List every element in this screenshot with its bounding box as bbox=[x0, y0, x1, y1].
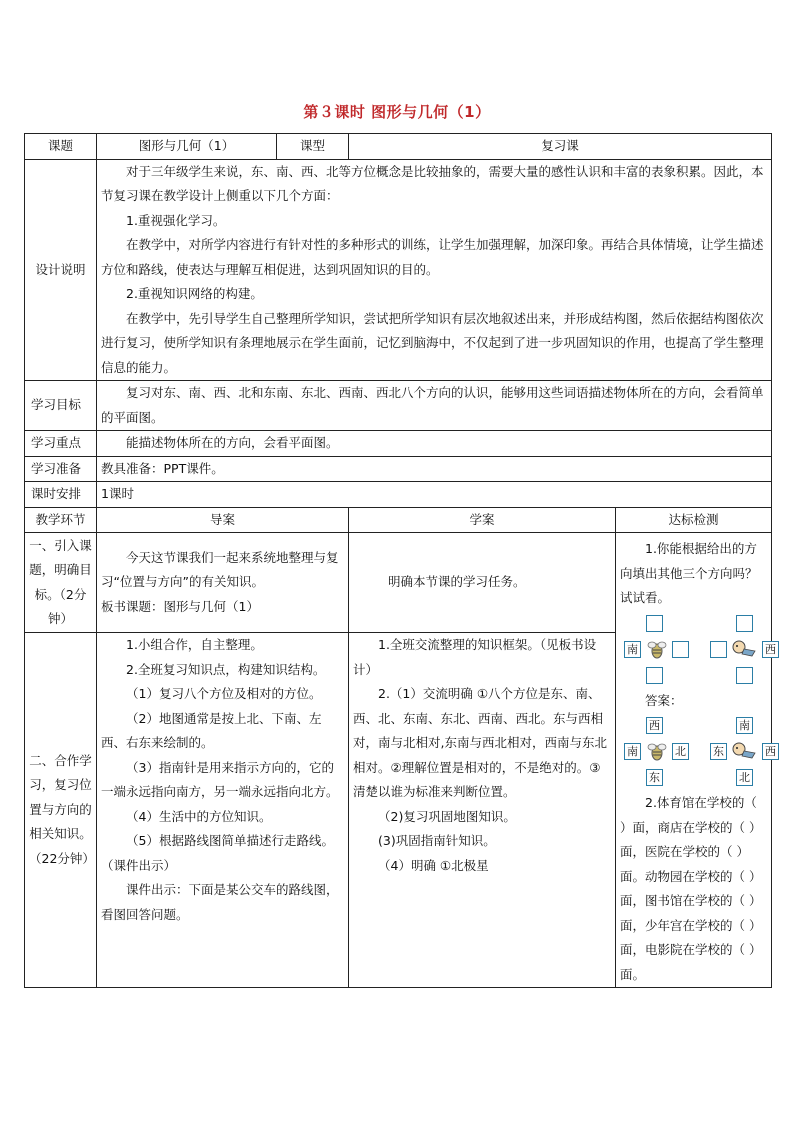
goal-text: 复习对东、南、西、北和东南、东北、西南、西北八个方向的认识，能够用这些词语描述物体所在的方向，会看简单的平面图。 bbox=[101, 385, 764, 425]
prep-label: 学习准备 bbox=[25, 456, 97, 482]
bee-icon bbox=[647, 740, 667, 771]
col-guide: 导案 bbox=[97, 507, 349, 533]
guide-text: （1）复习八个方位及相对的方位。 bbox=[126, 686, 322, 701]
blank-box bbox=[736, 667, 753, 684]
study-text: 1.全班交流整理的知识框架。（见板书设计） bbox=[353, 637, 597, 677]
fig-right-label: 西 bbox=[762, 641, 779, 658]
stage-1-study bbox=[349, 533, 616, 633]
design-content bbox=[97, 159, 772, 381]
design-label: 设计说明 bbox=[25, 159, 97, 381]
guide-text: （3）指南针是用来指示方向的，它的一端永远指向南方，另一端永远指向北方。 bbox=[101, 759, 339, 799]
schedule-row bbox=[25, 482, 772, 508]
type-value: 复习课 bbox=[349, 134, 772, 160]
col-study: 学案 bbox=[349, 507, 616, 533]
answer-figure bbox=[620, 715, 776, 789]
guide-text: 课件出示：下面是某公交车的路线图，看图回答问题。 bbox=[101, 882, 339, 922]
focus-text: 能描述物体所在的方向，会看平面图。 bbox=[126, 435, 339, 450]
col-stage: 教学环节 bbox=[25, 507, 97, 533]
blank-box bbox=[710, 641, 727, 658]
study-text: (3)巩固指南针知识。 bbox=[378, 833, 496, 848]
stage-2-guide bbox=[97, 633, 349, 988]
design-paragraph: 在教学中，先引导学生自己整理所学知识，尝试把所学知识有层次地叙述出来，并形成结构图，然后依据结构图依次进行复习，使所学知识有条理地展示在学生面前，记忆到脑海中，不仅起到了进一步巩固知识的作用，也提高了学生整理信息的能力。 bbox=[101, 310, 764, 375]
ans-right-right: 西 bbox=[762, 743, 779, 760]
design-paragraph: 1.重视强化学习。 bbox=[126, 212, 226, 228]
study-text: （4）明确 ①北极星 bbox=[378, 857, 489, 873]
ans-left-left: 南 bbox=[624, 743, 641, 760]
header-row bbox=[25, 134, 772, 160]
ans-right-left: 东 bbox=[710, 743, 727, 760]
guide-text: 今天这节课我们一起来系统地整理与复习“位置与方向”的有关知识。 bbox=[101, 549, 339, 590]
goal-row bbox=[25, 381, 772, 431]
guide-text: （5）根据路线图简单描述行走路线。（课件出示） bbox=[101, 833, 334, 873]
design-paragraph: 在教学中，对所学内容进行有针对性的多种形式的训练，让学生加强理解，加深印象。再结合具体情境，让学生描述方位和路线，使表达与理解互相促进，达到巩固知识的目的。 bbox=[101, 237, 764, 277]
col-check: 达标检测 bbox=[616, 507, 772, 533]
blank-box bbox=[646, 615, 663, 632]
prep-text: 教具准备：PPT课件。 bbox=[97, 456, 772, 482]
focus-content bbox=[97, 431, 772, 457]
ans-right-top: 南 bbox=[736, 717, 753, 734]
kid-icon bbox=[732, 741, 756, 770]
goal-label: 学习目标 bbox=[25, 381, 97, 431]
page-title: 第３课时 图形与几何（1） bbox=[303, 103, 491, 121]
schedule-text: 1课时 bbox=[97, 482, 772, 508]
stage-2-label: 二、合作学习，复习位置与方向的相关知识。（22分钟） bbox=[25, 633, 97, 988]
focus-label: 学习重点 bbox=[25, 431, 97, 457]
blank-box bbox=[646, 667, 663, 684]
study-text: （2)复习巩固地图知识。 bbox=[378, 808, 516, 824]
check-q2: 2.体育馆在学校的（ ）面，商店在学校的（ ）面，医院在学校的（ ）面。动物园在学校的（ ）面，图书馆在学校的（ ）面，少年宫在学校的（ ）面，电影院在学校的（ ）面。 bbox=[620, 795, 762, 982]
stage-row-1 bbox=[25, 533, 772, 633]
stage-1-guide bbox=[97, 533, 349, 633]
ans-left-right: 北 bbox=[672, 743, 689, 760]
design-paragraph: 2.重视知识网络的构建。 bbox=[126, 286, 263, 301]
lesson-plan-table bbox=[24, 133, 776, 988]
stage-1-label: 一、引入课题，明确目标。（2分钟） bbox=[25, 533, 97, 633]
design-row bbox=[25, 159, 772, 381]
schedule-label: 课时安排 bbox=[25, 482, 97, 508]
study-text: 明确本节课的学习任务。 bbox=[388, 574, 526, 590]
guide-text: 2.全班复习知识点，构建知识结构。 bbox=[126, 661, 326, 677]
study-text: 2.（1）交流明确 ①八个方位是东、南、西、北、东南、东北、西南、西北。东与西相对，南与北相对,东南与西北相对，西南与东北相对。②理解位置是相对的，不是绝对的。③清楚以谁为标准来判断位置。 bbox=[353, 686, 607, 799]
blank-box bbox=[672, 641, 689, 658]
goal-content bbox=[97, 381, 772, 431]
fig-left-label: 南 bbox=[624, 641, 641, 658]
blank-box bbox=[736, 615, 753, 632]
ans-left-bottom: 东 bbox=[646, 769, 663, 786]
check-cell bbox=[616, 533, 776, 988]
guide-text: （4）生活中的方位知识。 bbox=[126, 808, 272, 824]
guide-text: （2）地图通常是按上北、下南、左西、右东来绘制的。 bbox=[101, 710, 322, 750]
topic-value: 图形与几何（1） bbox=[97, 134, 277, 160]
column-header-row bbox=[25, 507, 772, 533]
focus-row bbox=[25, 431, 772, 457]
type-label: 课型 bbox=[277, 134, 349, 160]
bee-icon bbox=[647, 638, 667, 669]
question-figure bbox=[620, 613, 776, 687]
guide-text: 1.小组合作，自主整理。 bbox=[126, 637, 263, 652]
check-q1: 1.你能根据给出的方向填出其他三个方向吗？试试看。 bbox=[620, 541, 758, 605]
prep-row bbox=[25, 456, 772, 482]
topic-label: 课题 bbox=[25, 134, 97, 160]
answer-label: 答案： bbox=[645, 692, 683, 708]
kid-icon bbox=[732, 639, 756, 668]
ans-right-bottom: 北 bbox=[736, 769, 753, 786]
stage-2-study bbox=[349, 633, 616, 988]
design-paragraph: 对于三年级学生来说，东、南、西、北等方位概念是比较抽象的，需要大量的感性认识和丰富的表象积累。因此，本节复习课在教学设计上侧重以下几个方面： bbox=[101, 163, 764, 203]
guide-text: 板书课题：图形与几何（1） bbox=[101, 598, 259, 614]
ans-left-top: 西 bbox=[646, 717, 663, 734]
